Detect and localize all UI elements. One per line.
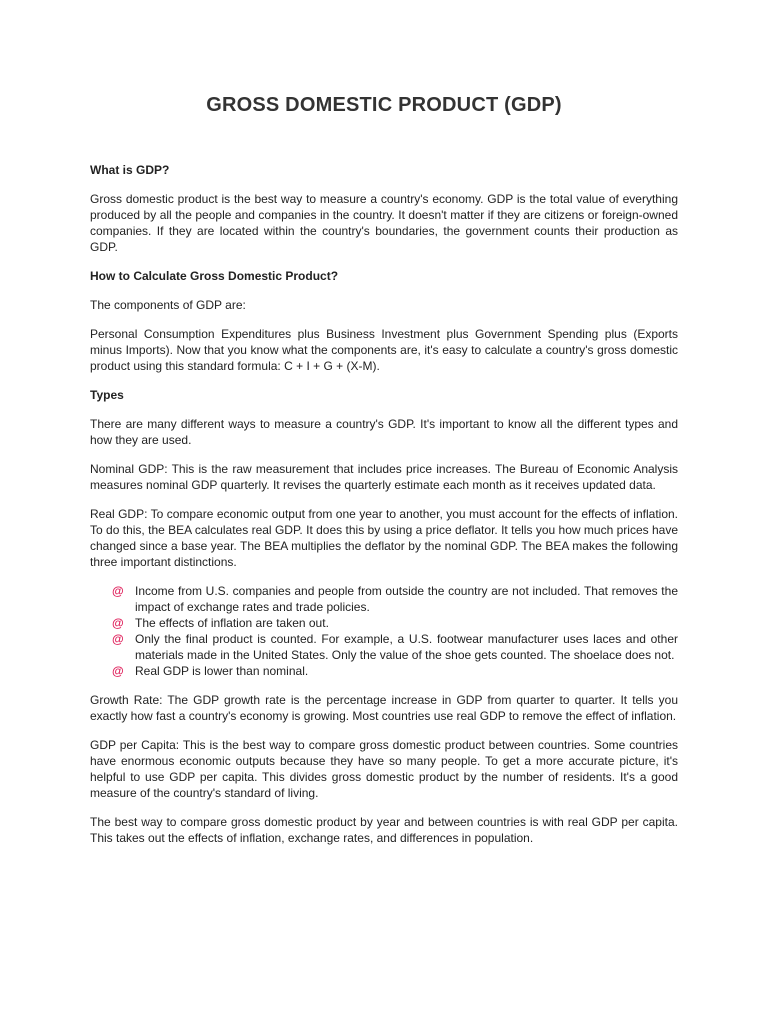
paragraph-nominal-gdp: Nominal GDP: This is the raw measurement that includes price increases. The Bureau of Economic Analysis measures nominal GDP quarterly. It revises the quarterly estimate each month as it receives updated data. xyxy=(90,462,678,492)
paragraph-definition: Gross domestic product is the best way to measure a country's economy. GDP is the total value of everything produced by all the people and companies in the country. It doesn't matter if they are citizens or foreign-owned companies. If they are located within the country's boundaries, the government counts their production as GDP. xyxy=(90,192,678,254)
list-item-text: Income from U.S. companies and people from outside the country are not included. That removes the impact of exchange rates and trade policies. xyxy=(135,584,678,614)
paragraph-real-gdp: Real GDP: To compare economic output from one year to another, you must account for the effects of inflation. To do this, the BEA calculates real GDP. It does this by using a price deflator. It tells you how much prices have changed since a base year. The BEA multiplies the deflator by the nominal GDP. The BEA makes the following three important distinctions. xyxy=(90,507,678,569)
paragraph-types-intro: There are many different ways to measure a country's GDP. It's important to know all the different types and how they are used. xyxy=(90,417,678,447)
paragraph-gdp-per-capita: GDP per Capita: This is the best way to compare gross domestic product between countries. Some countries have enormous economic outputs because they have so many people. To get a more accurate picture, it's helpful to use GDP per capita. This divides gross domestic product by the number of residents. It's a good measure of the country's standard of living. xyxy=(90,738,678,800)
paragraph-conclusion: The best way to compare gross domestic product by year and between countries is with real GDP per capita. This takes out the effects of inflation, exchange rates, and differences in population. xyxy=(90,815,678,845)
list-item xyxy=(90,631,678,663)
heading-types: Types xyxy=(90,388,124,402)
paragraph-components-intro: The components of GDP are: xyxy=(90,298,246,312)
heading-what-is-gdp: What is GDP? xyxy=(90,163,170,177)
heading-how-to-calculate: How to Calculate Gross Domestic Product? xyxy=(90,269,339,283)
paragraph-components-formula: Personal Consumption Expenditures plus Business Investment plus Government Spending plus (Exports minus Imports). Now that you know what the components are, it's easy to calculate a country's gross domestic product using this standard formula: C + I + G + (X-M). xyxy=(90,327,678,373)
page-title: GROSS DOMESTIC PRODUCT (GDP) xyxy=(206,94,562,116)
list-item-text: Real GDP is lower than nominal. xyxy=(135,664,309,678)
list-item-text: The effects of inflation are taken out. xyxy=(135,616,329,630)
list-item xyxy=(90,663,678,679)
paragraph-growth-rate: Growth Rate: The GDP growth rate is the percentage increase in GDP from quarter to quarter. It tells you exactly how fast a country's economy is growing. Most countries use real GDP to remove the effect of inflation. xyxy=(90,693,678,723)
at-sign-bullet-icon: @ xyxy=(112,664,124,678)
list-item xyxy=(90,615,678,631)
list-item-text: Only the final product is counted. For example, a U.S. footwear manufacturer uses laces and other materials made in the United States. Only the value of the shoe gets counted. The shoelace does not. xyxy=(135,632,678,662)
at-sign-bullet-icon: @ xyxy=(112,616,124,630)
list-item xyxy=(90,583,678,615)
at-sign-bullet-icon: @ xyxy=(112,584,124,598)
at-sign-bullet-icon: @ xyxy=(112,632,124,646)
distinctions-list xyxy=(90,583,678,679)
